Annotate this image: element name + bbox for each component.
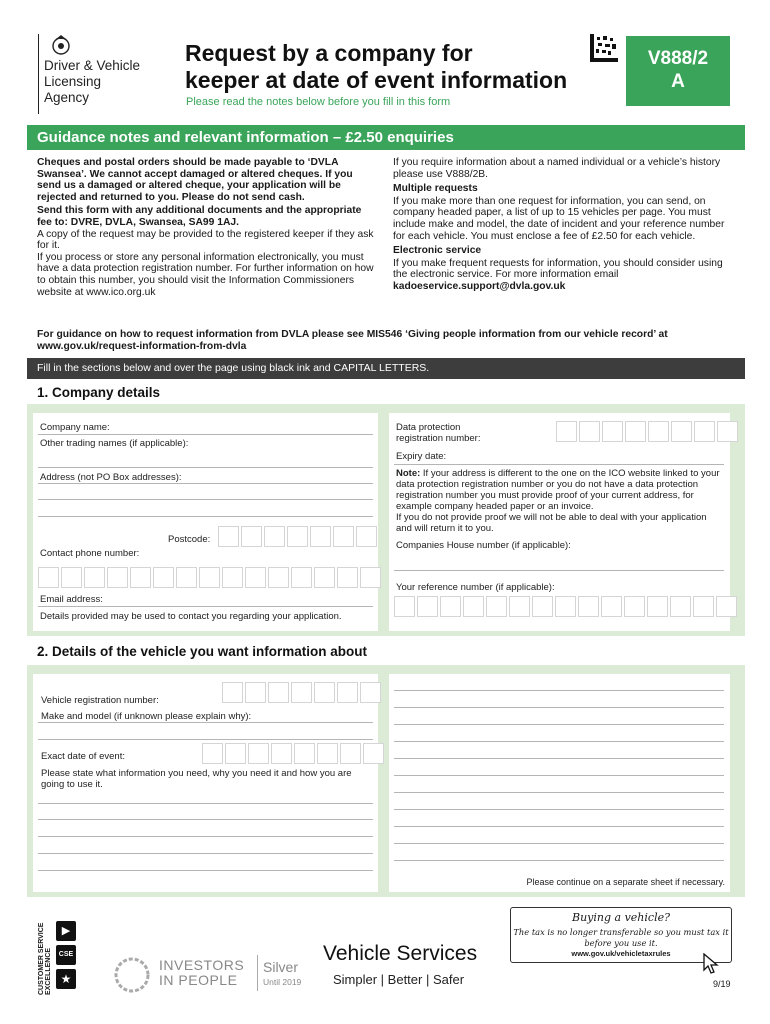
date-event-input[interactable]: [202, 743, 384, 764]
continue-note: Please continue on a separate sheet if necessary.: [526, 877, 725, 887]
guidance-heading: Guidance notes and relevant information – £2.50 enquiries: [27, 125, 745, 150]
dp-number-input[interactable]: [556, 421, 738, 442]
address-label: Address (not PO Box addresses):: [40, 472, 182, 483]
companies-house-input[interactable]: [394, 553, 724, 569]
investors-in-people-logo: INVESTORS IN PEOPLE Silver Until 2019: [112, 955, 307, 1000]
dp-label: Data protection registration number:: [396, 422, 481, 444]
address-input[interactable]: [38, 469, 373, 524]
phone-label: Contact phone number:: [40, 548, 140, 559]
guidance-footer: For guidance on how to request information from DVLA please see MIS546 ‘Giving people information from our vehicle record’ at www.gov.uk/request-information-from-dvla: [37, 329, 668, 352]
star-icon: ★: [56, 969, 76, 989]
laurel-icon: [112, 955, 152, 995]
version: 9/19: [713, 979, 731, 989]
fill-instruction-bar: Fill in the sections below and over the page using black ink and CAPITAL LETTERS.: [27, 358, 745, 379]
other-names-input[interactable]: [38, 451, 373, 467]
email-label: Email address:: [40, 594, 103, 605]
expiry-label: Expiry date:: [396, 451, 447, 462]
expiry-input[interactable]: [394, 449, 724, 464]
email-input[interactable]: [38, 593, 373, 607]
section2-heading: 2. Details of the vehicle you want information about: [37, 644, 368, 659]
section1-heading: 1. Company details: [37, 385, 161, 400]
guidance-left: Cheques and postal orders should be made payable to ‘DVLA Swansea’. We cannot accept damaged or altered cheques. If you send us a damaged or altered cheque, your application will be rejected and returned to you. Please do not send cash. Send this form with any additional documents and the appropriate fee to: DVRE, DVLA, Swansea, SA99 1AJ. A copy of the request may be provided to the registered keeper if they ask for it. If you process or store any personal information electronically, you must have a data protection registration number. For further information on how to obtain this number, you should visit the Information Commissioners website at www.ico.org.uk: [37, 157, 374, 298]
cursor-icon: [703, 953, 719, 980]
details-note: Details provided may be used to contact you regarding your application.: [40, 611, 342, 622]
vehicle-right-block[interactable]: [389, 674, 730, 892]
reference-label: Your reference number (if applicable):: [396, 582, 555, 593]
buying-url[interactable]: www.gov.uk/vehicletaxrules: [571, 949, 671, 958]
barcode-icon: [590, 34, 618, 62]
companies-house-label: Companies House number (if applicable):: [396, 540, 571, 551]
vehicle-services: Vehicle Services: [323, 942, 478, 965]
other-names-label: Other trading names (if applicable):: [40, 438, 189, 449]
cse-badge: CSE: [56, 945, 76, 965]
phone-input[interactable]: [38, 567, 381, 588]
company-name-label: Company name:: [40, 422, 110, 433]
buying-vehicle-box: Buying a vehicle? The tax is no longer transferable so you must tax it before you use it. www.gov.uk/vehicletaxrules: [510, 907, 732, 963]
royal-crest-icon: [48, 34, 74, 60]
guidance-right: If you require information about a named individual or a vehicle’s history please use V888/2B. Multiple requests If you make more than one request for information, you can send, on company headed paper, a list of up to 15 vehicles per page. You must include make and model, the date of incident and your reference number for each vehicle. You must enclose a fee of £2.50 for each vehicle. Electronic service If you make frequent requests for information, you should consider using the electronic service. For more information email kadoeservice.support@dvla.gov.uk: [393, 157, 725, 292]
make-model-input[interactable]: [38, 709, 373, 741]
reference-input[interactable]: [394, 596, 737, 617]
tagline: Simpler | Better | Safer: [333, 972, 465, 987]
agency-name: Driver & Vehicle Licensing Agency: [44, 58, 141, 105]
make-model-label: Make and model (if unknown please explain why):: [41, 711, 252, 722]
company-right-block: [389, 413, 730, 631]
reason-input-left[interactable]: [38, 789, 373, 874]
reason-label: Please state what information you need, why you need it and how you are going to use it.: [41, 768, 352, 790]
vrn-input[interactable]: [222, 682, 381, 703]
company-left-block: [33, 413, 378, 631]
play-icon: ▶: [56, 921, 76, 941]
vrn-label: Vehicle registration number:: [41, 695, 159, 706]
postcode-input[interactable]: [218, 526, 377, 547]
page-title: Request by a company for keeper at date of event information: [185, 40, 568, 93]
form-code: V888/2 A: [626, 36, 730, 106]
vehicle-left-block: [33, 674, 378, 892]
page-subtitle: Please read the notes below before you fill in this form: [186, 96, 451, 108]
address-note: Note: If your address is different to the one on the ICO website linked to your data protection registration number or you do not have a data protection registration number you must provide proof of your current address, for example company headed paper or an invoice. If you do not provide proof we will not be able to deal with your application and will return it to you.: [396, 468, 720, 534]
date-event-label: Exact date of event:: [41, 751, 125, 762]
postcode-label: Postcode:: [168, 534, 211, 545]
